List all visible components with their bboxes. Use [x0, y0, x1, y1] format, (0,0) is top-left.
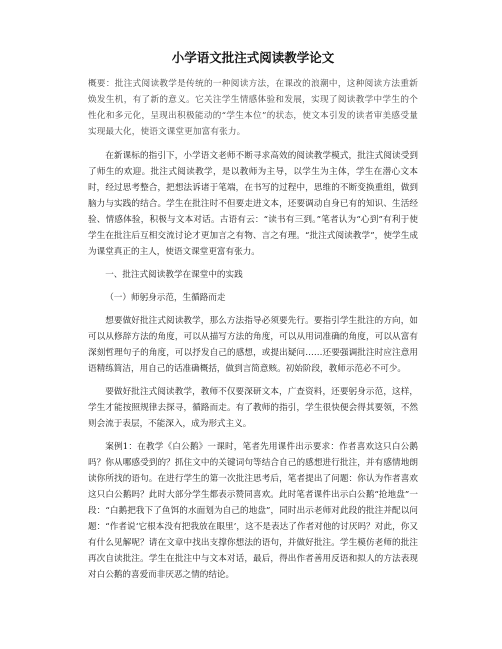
method-paragraph: 想要做好批注式阅读教学，那么方法指导必须要先行。要指引学生批注的方向，如可以从修辞方法的角度，可以从描写方法的角度，可以从用词准确的角度，可以从富有深刻哲理句子的角度，可以抒发自己的感想，或提出疑问……还要强调批注时应注意用语精练简洁，用自己的话准确概括，做到言简意赅。初始阶段，教师示范必不可少。	[88, 316, 418, 374]
document-title: 小学语文批注式阅读教学论文	[171, 50, 335, 65]
intro-paragraph: 在新课标的指引下，小学语文老师不断寻求高效的阅读教学模式，批注式阅读受到了师生的欢迎。批注式阅读教学，是以教师为主导，以学生为主体，学生在潜心文本时，经过思考整合，把想法诉诸于笔端，在书写的过程中，思维的不断变换重组，做到脑力与实践的结合。学生在批注时不但要走进文本，还要调动自身已有的知识、生活经验、情感体验，积极与文本对话。古语有云：“读书有三到。”笔者认为“心到”有利于使学生在批注后互相交流讨论才更加言之有物、言之有理。“批注式阅读教学”，使学生成为课堂真正的主人，使语文课堂更富有张力。	[88, 151, 418, 257]
abstract-paragraph: 概要：批注式阅读教学是传统的一种阅读方法，在课改的浪潮中，这种阅读方法重新焕发生机，有了新的意义。它关注学生情感体验和发展，实现了阅读教学中学生的个性化和多元化，呈现出积极能动的“学生本位”的状态，使文本引发的读者审美感受量实现最大化，使语文课堂更加富有张力。	[88, 79, 418, 137]
document-page	[88, 50, 418, 583]
case-paragraph: 案例1：在教学《白公鹅》一课时，笔者先用课件出示要求：作者喜欢这只白公鹅吗？你从哪感受到的？抓住文中的关键词句等结合自己的感想进行批注，并有感情地朗读你所找的语句。在进行学生的第一次批注思考后，笔者提出了问题：你认为作者喜欢这只白公鹅吗？此时大部分学生都表示赞同喜欢。此时笔者课件出示白公鹅“抢地盘”一段：“白鹅把我下了鱼饵的水面划为自己的地盘”，同时出示老师对此段的批注并配以问题：“作者说‘它根本没有把我放在眼里’，这不是表达了作者对他的讨厌吗？对此，你又有什么见解呢？请在文章中找出支撑你想法的语句，并做好批注。学生模仿老师的批注再次自读批注。学生在批注中与文本对话，最后，得出作者善用反语和拟人的方法表现对白公鹅的喜爱而非厌恶之情的结论。	[88, 442, 418, 580]
demonstration-paragraph: 要做好批注式阅读教学，教师不仅要深研文本，广查资料，还要躬身示范，这样，学生才能按照规律去探寻，循路而走。有了教师的指引，学生很快便会得其要领，不然则会流于表层，不能深入，成为形式主义。	[88, 387, 418, 429]
subsection-heading: （一）师躬身示范，生循路而走	[105, 293, 226, 303]
section-heading: 一、批注式阅读教学在课堂中的实践	[105, 270, 243, 280]
